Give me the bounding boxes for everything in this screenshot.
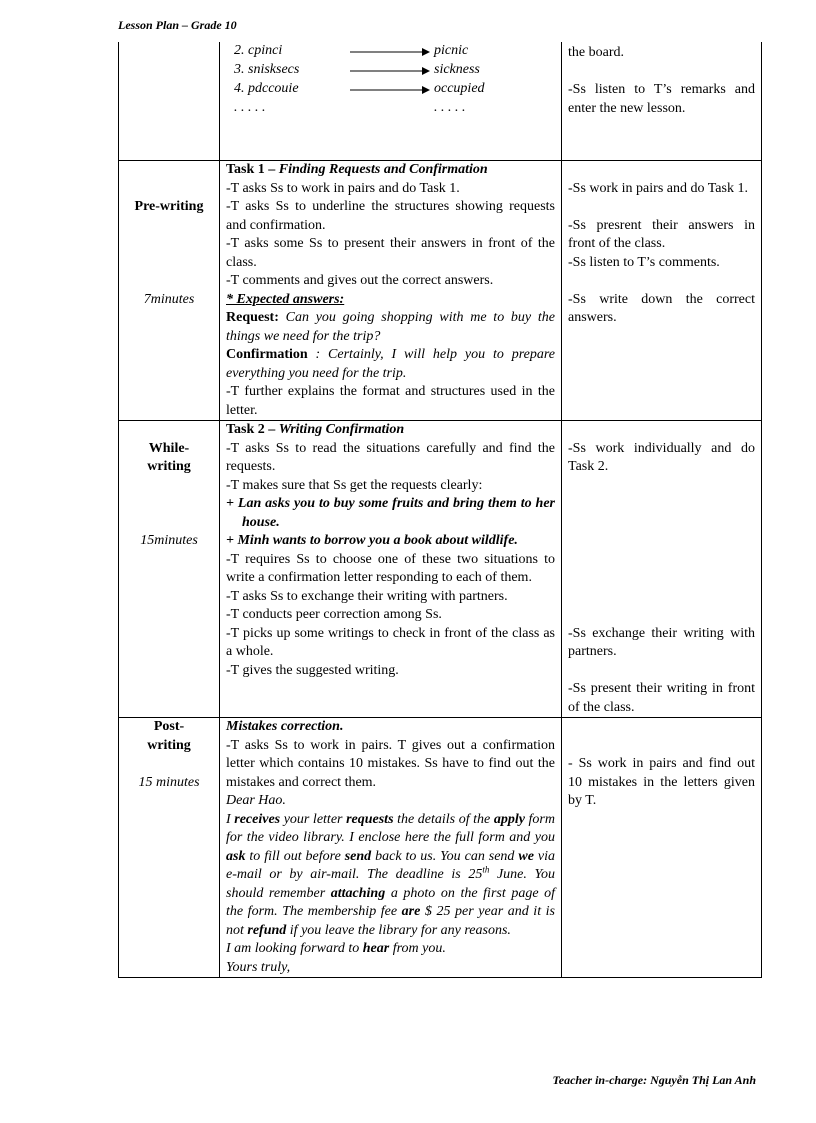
mistake-word: requests bbox=[346, 811, 394, 827]
student-text: - Ss work in pairs and find out 10 mistakes in the letters given by T. bbox=[568, 756, 755, 808]
teacher-step: -T asks some Ss to present their answers in front of the class. bbox=[226, 236, 555, 270]
mistake-word: refund bbox=[247, 922, 287, 938]
ellipsis: . . . . . bbox=[234, 100, 266, 116]
scrambled-word: 4. pdccouie bbox=[234, 81, 299, 97]
letter-body: I receives your letter requests the details of the apply form for the video library. I enclose here the full form and you ask to fill out before send back to us. You can send we via e-mail or by air-mail. The deadline is 25th June. You should remember attaching a photo on the first page of the form. The membership fee are $ 25 per year and it is not refund if you leave the library for any reasons. bbox=[226, 811, 556, 938]
warmup-row bbox=[119, 42, 762, 161]
teacher-step: -T further explains the format and structures used in the letter. bbox=[226, 384, 555, 418]
stage-label: Post-writing bbox=[147, 719, 191, 753]
arrow-right-icon bbox=[350, 66, 430, 76]
word-row bbox=[226, 99, 555, 118]
arrow-right-icon bbox=[350, 47, 430, 57]
student-text: the board. bbox=[568, 45, 624, 60]
teacher-step: -T asks Ss to work in pairs and do Task 1. bbox=[226, 180, 460, 196]
teacher-step: -T picks up some writings to check in front of the class as a whole. bbox=[226, 625, 555, 659]
stage-cell bbox=[119, 718, 220, 978]
whilewriting-row bbox=[119, 421, 762, 718]
letter-closing: I am looking forward to hear from you. bbox=[226, 941, 446, 956]
student-text: -Ss work in pairs and do Task 1. bbox=[568, 180, 748, 196]
situation-item: + Lan asks you to buy some fruits and bring them to her house. bbox=[226, 496, 555, 530]
request-label: Request: bbox=[226, 310, 279, 325]
teacher-step: -T asks Ss to exchange their writing with partners. bbox=[226, 588, 508, 604]
student-activity-cell bbox=[562, 718, 762, 978]
stage-cell bbox=[119, 42, 220, 161]
student-activity-cell bbox=[562, 421, 762, 718]
teacher-activity-cell bbox=[220, 718, 562, 978]
request-text: Can you going shopping with me to buy the things we need for the trip? bbox=[226, 310, 555, 344]
teacher-activity-cell bbox=[220, 42, 562, 161]
teacher-step: -T asks Ss to read the situations carefully and find the requests. bbox=[226, 440, 555, 474]
teacher-step: -T asks Ss to underline the structures showing requests and confirmation. bbox=[226, 199, 555, 233]
stage-label: While-writing bbox=[147, 440, 191, 474]
student-text: -Ss present their writing in front of the class. bbox=[568, 681, 755, 715]
student-activity-cell bbox=[562, 42, 762, 161]
teacher-step: -T asks Ss to work in pairs. T gives out a confirmation letter which contains 10 mistakes. Ss have to find out the mistakes and correct them. bbox=[226, 737, 555, 790]
teacher-step: -T makes sure that Ss get the requests clearly: bbox=[226, 477, 483, 493]
confirmation-text: : Certainly, I will help you to prepare everything you need for the trip. bbox=[226, 347, 555, 381]
teacher-step: -T gives the suggested writing. bbox=[226, 662, 399, 678]
mistake-word: apply bbox=[493, 811, 525, 827]
mistake-word: ask bbox=[226, 848, 246, 864]
stage-time: 7minutes bbox=[143, 291, 195, 307]
word-row bbox=[226, 80, 555, 99]
word-row bbox=[226, 42, 555, 61]
student-text: -Ss listen to T’s comments. bbox=[568, 254, 720, 270]
answer-word: picnic bbox=[434, 43, 469, 59]
student-text: -Ss exchange their writing with partners. bbox=[568, 625, 755, 659]
teacher-step: -T requires Ss to choose one of these two situations to write a confirmation letter responding to each of them. bbox=[226, 551, 555, 585]
postwriting-row bbox=[119, 718, 762, 978]
ellipsis: . . . . . bbox=[434, 100, 466, 116]
situation-item: + Minh wants to borrow you a book about wildlife. bbox=[226, 533, 518, 548]
expected-answers-heading: * Expected answers: bbox=[226, 291, 345, 307]
word-row bbox=[226, 61, 555, 80]
confirmation-label: Confirmation bbox=[226, 347, 308, 362]
mistake-word: send bbox=[344, 848, 372, 864]
prewriting-row bbox=[119, 161, 762, 421]
teacher-activity-cell bbox=[220, 161, 562, 421]
mistake-word: hear bbox=[362, 941, 390, 956]
activity-title: Mistakes correction. bbox=[226, 719, 344, 734]
stage-time: 15minutes bbox=[140, 533, 198, 548]
student-text: -Ss presrent their answers in front of the class. bbox=[568, 217, 755, 251]
arrow-right-icon bbox=[350, 85, 430, 95]
answer-word: sickness bbox=[434, 62, 480, 78]
student-text: -Ss write down the correct answers. bbox=[568, 291, 755, 325]
mistake-word: receives bbox=[234, 811, 281, 827]
letter-greeting: Dear Hao. bbox=[226, 793, 286, 808]
task-label: Task 1 – bbox=[226, 162, 279, 177]
task-title: Writing Confirmation bbox=[278, 422, 405, 437]
page-footer: Teacher in-charge: Nguyễn Thị Lan Anh bbox=[552, 1073, 756, 1087]
page-header: Lesson Plan – Grade 10 bbox=[118, 18, 237, 32]
stage-cell bbox=[119, 161, 220, 421]
student-activity-cell bbox=[562, 161, 762, 421]
scrambled-word: 3. snisksecs bbox=[234, 62, 300, 78]
student-text: -Ss listen to T’s remarks and enter the new lesson. bbox=[568, 82, 755, 116]
stage-time: 15 minutes bbox=[138, 774, 200, 790]
teacher-step: -T comments and gives out the correct answers. bbox=[226, 273, 494, 288]
answer-word: occupied bbox=[434, 81, 485, 97]
letter-signoff: Yours truly, bbox=[226, 959, 291, 975]
stage-label: Pre-writing bbox=[134, 199, 204, 214]
teacher-step: -T conducts peer correction among Ss. bbox=[226, 607, 442, 622]
lesson-plan-table bbox=[118, 42, 762, 978]
teacher-activity-cell bbox=[220, 421, 562, 718]
mistake-word: we bbox=[518, 848, 534, 864]
task-label: Task 2 – bbox=[226, 422, 279, 437]
scrambled-word: 2. cpinci bbox=[234, 43, 283, 59]
task-title: Finding Requests and Confirmation bbox=[278, 162, 488, 177]
stage-cell bbox=[119, 421, 220, 718]
mistake-word: are bbox=[401, 904, 421, 919]
student-text: -Ss work individually and do Task 2. bbox=[568, 440, 755, 474]
mistake-word: attaching bbox=[330, 885, 386, 901]
